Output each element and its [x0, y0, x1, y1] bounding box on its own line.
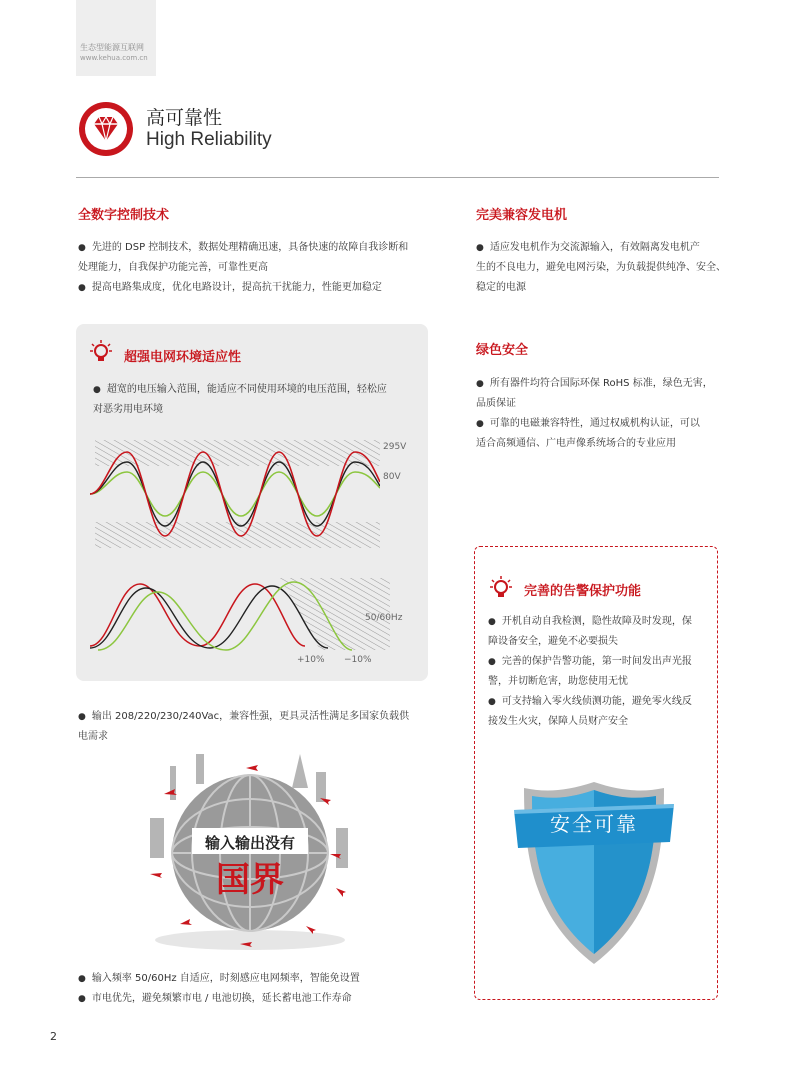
generator-text	[476, 238, 726, 298]
list-item: ● 可支持输入零火线侦测功能，避免零火线反	[488, 692, 716, 712]
frequency-wave-figure	[90, 578, 390, 658]
voltage-wave-figure	[90, 438, 380, 550]
green-safety-text	[476, 374, 726, 454]
digital-control-text	[78, 238, 438, 298]
label-plus-10: +10%	[297, 655, 325, 665]
section-title-digital-control: 全数字控制技术	[78, 208, 170, 223]
output-voltage-text	[78, 707, 430, 747]
list-item-cont: 电需求	[78, 731, 108, 742]
label-minus-10: −10%	[344, 655, 372, 665]
page-title-cn: 高可靠性	[146, 107, 223, 129]
shield-icon	[514, 778, 674, 968]
globe-headline: 国界	[216, 860, 284, 900]
list-item-cont: 生的不良电力，避免电网污染，为负载提供纯净、安全、	[476, 262, 726, 273]
list-item-cont: 警，并切断危害，助您使用无忧	[488, 676, 628, 687]
shield-text: 安全可靠	[550, 812, 638, 836]
list-item-cont: 稳定的电源	[476, 282, 526, 293]
grid-adaptability-title: 超强电网环境适应性	[124, 350, 242, 365]
list-item: ● 超宽的电压输入范围，能适应不同使用环境的电压范围，轻松应	[93, 380, 423, 400]
diamond-logo-icon	[78, 101, 134, 157]
section-title-generator: 完美兼容发电机	[476, 208, 568, 223]
list-item: ● 开机自动自我检测，隐性故障及时发现，保	[488, 612, 716, 632]
list-item: ● 输入频率 50/60Hz 自适应，时刻感应电网频率，智能免设置	[78, 969, 438, 989]
site-url: www.kehua.com.cn	[80, 54, 148, 62]
list-item-cont: 接发生火灾，保障人员财产安全	[488, 716, 628, 727]
list-item: ● 完善的保护告警功能，第一时间发出声光报	[488, 652, 716, 672]
list-item: ● 市电优先，避免频繁市电 / 电池切换，延长蓄电池工作寿命	[78, 989, 438, 1009]
label-80v: 80V	[383, 472, 401, 482]
list-item: ● 可靠的电磁兼容特性，通过权威机构认证，可以	[476, 414, 726, 434]
list-item: ● 输出 208/220/230/240Vac，兼容性强，更具灵活性满足多国家负载供	[78, 707, 430, 727]
page-number: 2	[50, 1030, 57, 1043]
list-item-cont: 对恶劣用电环境	[93, 404, 163, 415]
globe-caption: 输入输出没有	[204, 834, 295, 852]
alarm-protection-title: 完善的告警保护功能	[524, 584, 642, 599]
site-tab	[76, 0, 156, 76]
header-divider	[76, 177, 719, 178]
list-item-cont: 处理能力，自我保护功能完善，可靠性更高	[78, 262, 268, 273]
list-item-cont: 适合高频通信、广电声像系统场合的专业应用	[476, 438, 676, 449]
list-item: ● 所有器件均符合国际环保 RoHS 标准，绿色无害，	[476, 374, 726, 394]
list-item: ● 适应发电机作为交流源输入，有效隔离发电机产	[476, 238, 726, 258]
label-frequency: 50/60Hz	[365, 613, 403, 623]
lightbulb-icon	[490, 576, 512, 600]
grid-adaptability-text	[93, 380, 423, 420]
list-item-cont: 品质保证	[476, 398, 516, 409]
list-item: ● 先进的 DSP 控制技术，数据处理精确迅速，具备快速的故障自我诊断和	[78, 238, 438, 258]
site-tagline: 生态型能源互联网	[80, 43, 144, 52]
list-item: ● 提高电路集成度，优化电路设计，提高抗干扰能力，性能更加稳定	[78, 278, 438, 298]
alarm-protection-text	[488, 612, 716, 732]
list-item-cont: 障设备安全，避免不必要损失	[488, 636, 618, 647]
label-295v: 295V	[383, 442, 407, 452]
frequency-bullets	[78, 969, 438, 1009]
lightbulb-icon	[90, 340, 112, 364]
page-title-en: High Reliability	[146, 129, 272, 150]
section-title-green-safety: 绿色安全	[476, 343, 529, 358]
